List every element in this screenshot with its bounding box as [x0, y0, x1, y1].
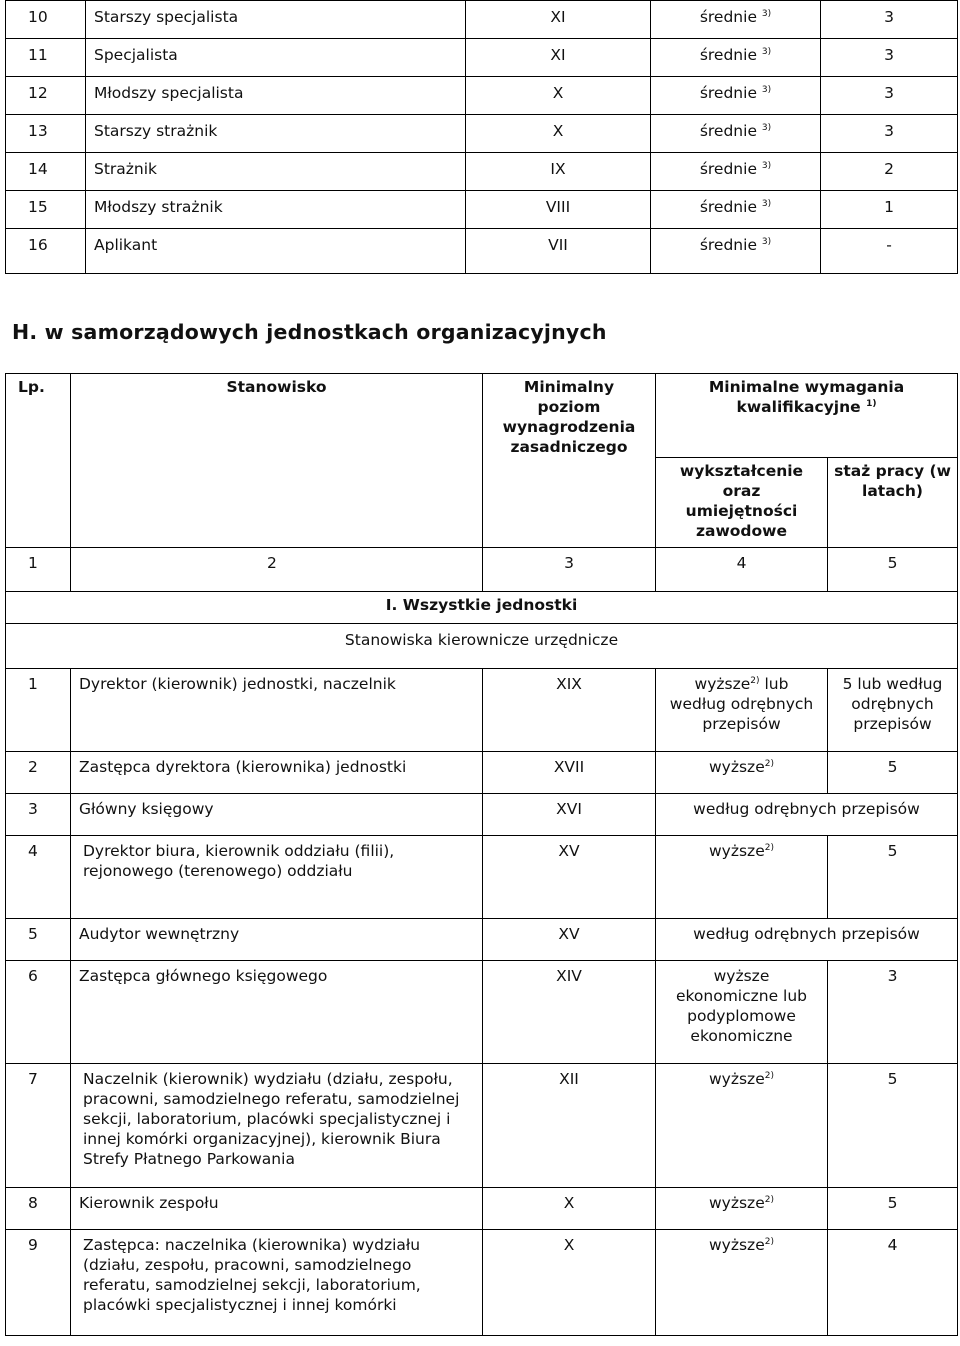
- column-number: 4: [656, 548, 828, 592]
- grade-cell: X: [483, 1230, 656, 1336]
- education-cell: średnie $^{3)}$: [651, 77, 821, 115]
- column-number-row: [6, 548, 958, 592]
- lp-cell: 16: [6, 229, 86, 274]
- grade-cell: XI: [466, 1, 651, 39]
- years-cell: -: [821, 229, 958, 274]
- column-number: 5: [828, 548, 958, 592]
- education-cell: wyższe$^{2)}$ lub według odrębnych przepisów: [656, 669, 828, 752]
- grade-cell: VII: [466, 229, 651, 274]
- header-position: Stanowisko: [71, 374, 483, 548]
- education-cell: wyższe$^{2)}$: [656, 1188, 828, 1230]
- table-row: [6, 752, 958, 794]
- lp-cell: 1: [6, 669, 71, 752]
- column-number: 1: [6, 548, 71, 592]
- section-heading: H. w samorządowych jednostkach organizacyjnych: [12, 320, 607, 344]
- position-cell: Kierownik zespołu: [71, 1188, 483, 1230]
- table-row: [6, 115, 958, 153]
- grade-cell: XIV: [483, 961, 656, 1064]
- lp-cell: 5: [6, 919, 71, 961]
- position-cell: Dyrektor (kierownik) jednostki, naczelnik: [71, 669, 483, 752]
- column-number: 2: [71, 548, 483, 592]
- grade-cell: VIII: [466, 191, 651, 229]
- grade-cell: XI: [466, 39, 651, 77]
- lp-cell: 12: [6, 77, 86, 115]
- grade-cell: IX: [466, 153, 651, 191]
- lp-cell: 13: [6, 115, 86, 153]
- years-cell: 3: [821, 77, 958, 115]
- position-cell: Naczelnik (kierownik) wydziału (działu, zespołu, pracowni, samodzielnego referatu, samodzielnej sekcji, laboratorium, placówki specjalistycznej i innej komórki organizacyjnej), kierownik Biura Strefy Płatnego Parkowania: [71, 1064, 483, 1188]
- education-cell: wyższe$^{2)}$: [656, 1230, 828, 1336]
- group-heading: I. Wszystkie jednostki: [6, 592, 958, 624]
- position-cell: Audytor wewnętrzny: [71, 919, 483, 961]
- years-cell: 5 lub według odrębnych przepisów: [828, 669, 958, 752]
- position-cell: Aplikant: [86, 229, 466, 274]
- header-min-pay: Minimalny poziom wynagrodzenia zasadniczego: [483, 374, 656, 548]
- years-cell: 5: [828, 1188, 958, 1230]
- position-cell: Zastępca dyrektora (kierownika) jednostki: [71, 752, 483, 794]
- table-row: [6, 669, 958, 752]
- education-cell: średnie $^{3)}$: [651, 115, 821, 153]
- table-row: [6, 919, 958, 961]
- lp-cell: 8: [6, 1188, 71, 1230]
- table-row: [6, 1188, 958, 1230]
- header-qualifications: Minimalne wymagania kwalifikacyjne $^{1)}$: [656, 374, 958, 458]
- grade-cell: XVI: [483, 794, 656, 836]
- grade-cell: X: [466, 115, 651, 153]
- header-experience: staż pracy (w latach): [828, 458, 958, 548]
- position-cell: Zastępca: naczelnika (kierownika) wydziału (działu, zespołu, pracowni, samodzielnego referatu, samodzielnej sekcji, laboratorium, placówki specjalistycznej i innej komórki: [71, 1230, 483, 1336]
- grade-cell: X: [466, 77, 651, 115]
- merged-requirements-cell: według odrębnych przepisów: [656, 919, 958, 961]
- position-cell: Główny księgowy: [71, 794, 483, 836]
- grade-cell: X: [483, 1188, 656, 1230]
- years-cell: 2: [821, 153, 958, 191]
- years-cell: 5: [828, 752, 958, 794]
- years-cell: 5: [828, 836, 958, 919]
- lp-cell: 3: [6, 794, 71, 836]
- group-heading-row: [6, 592, 958, 624]
- years-cell: 4: [828, 1230, 958, 1336]
- table-row: [6, 153, 958, 191]
- education-cell: średnie $^{3)}$: [651, 153, 821, 191]
- subgroup-heading-row: [6, 624, 958, 669]
- header-lp: Lp.: [6, 374, 71, 548]
- position-cell: Strażnik: [86, 153, 466, 191]
- merged-requirements-cell: według odrębnych przepisów: [656, 794, 958, 836]
- years-cell: 5: [828, 1064, 958, 1188]
- lp-cell: 10: [6, 1, 86, 39]
- position-cell: Starszy strażnik: [86, 115, 466, 153]
- header-education: wykształcenie oraz umiejętności zawodowe: [656, 458, 828, 548]
- lp-cell: 4: [6, 836, 71, 919]
- position-cell: Zastępca głównego księgowego: [71, 961, 483, 1064]
- education-cell: średnie $^{3)}$: [651, 39, 821, 77]
- grade-cell: XV: [483, 836, 656, 919]
- lp-cell: 14: [6, 153, 86, 191]
- position-cell: Dyrektor biura, kierownik oddziału (filii), rejonowego (terenowego) oddziału: [71, 836, 483, 919]
- table-row: [6, 1, 958, 39]
- years-cell: 1: [821, 191, 958, 229]
- table-row: [6, 961, 958, 1064]
- lp-cell: 9: [6, 1230, 71, 1336]
- table-row: [6, 229, 958, 274]
- table-row: [6, 77, 958, 115]
- grade-cell: XIX: [483, 669, 656, 752]
- grade-cell: XII: [483, 1064, 656, 1188]
- education-cell: średnie $^{3)}$: [651, 229, 821, 274]
- column-number: 3: [483, 548, 656, 592]
- header-row: [6, 374, 958, 458]
- grade-cell: XVII: [483, 752, 656, 794]
- table-row: [6, 1064, 958, 1188]
- lp-cell: 6: [6, 961, 71, 1064]
- years-cell: 3: [821, 115, 958, 153]
- education-cell: wyższe$^{2)}$: [656, 836, 828, 919]
- lp-cell: 7: [6, 1064, 71, 1188]
- lp-cell: 2: [6, 752, 71, 794]
- table-row: [6, 1230, 958, 1336]
- position-cell: Młodszy strażnik: [86, 191, 466, 229]
- position-cell: Starszy specjalista: [86, 1, 466, 39]
- education-cell: średnie $^{3)}$: [651, 1, 821, 39]
- table-row: [6, 794, 958, 836]
- education-cell: wyższe ekonomiczne lub podyplomowe ekonomiczne: [656, 961, 828, 1064]
- subgroup-heading: Stanowiska kierownicze urzędnicze: [6, 624, 958, 669]
- position-cell: Młodszy specjalista: [86, 77, 466, 115]
- table-row: [6, 191, 958, 229]
- education-cell: wyższe$^{2)}$: [656, 752, 828, 794]
- position-cell: Specjalista: [86, 39, 466, 77]
- education-cell: średnie $^{3)}$: [651, 191, 821, 229]
- education-cell: wyższe$^{2)}$: [656, 1064, 828, 1188]
- top-salary-table: [5, 0, 958, 274]
- grade-cell: XV: [483, 919, 656, 961]
- lp-cell: 15: [6, 191, 86, 229]
- table-row: [6, 39, 958, 77]
- years-cell: 3: [821, 39, 958, 77]
- years-cell: 3: [828, 961, 958, 1064]
- salary-requirements-table: [5, 373, 958, 1336]
- lp-cell: 11: [6, 39, 86, 77]
- years-cell: 3: [821, 1, 958, 39]
- table-row: [6, 836, 958, 919]
